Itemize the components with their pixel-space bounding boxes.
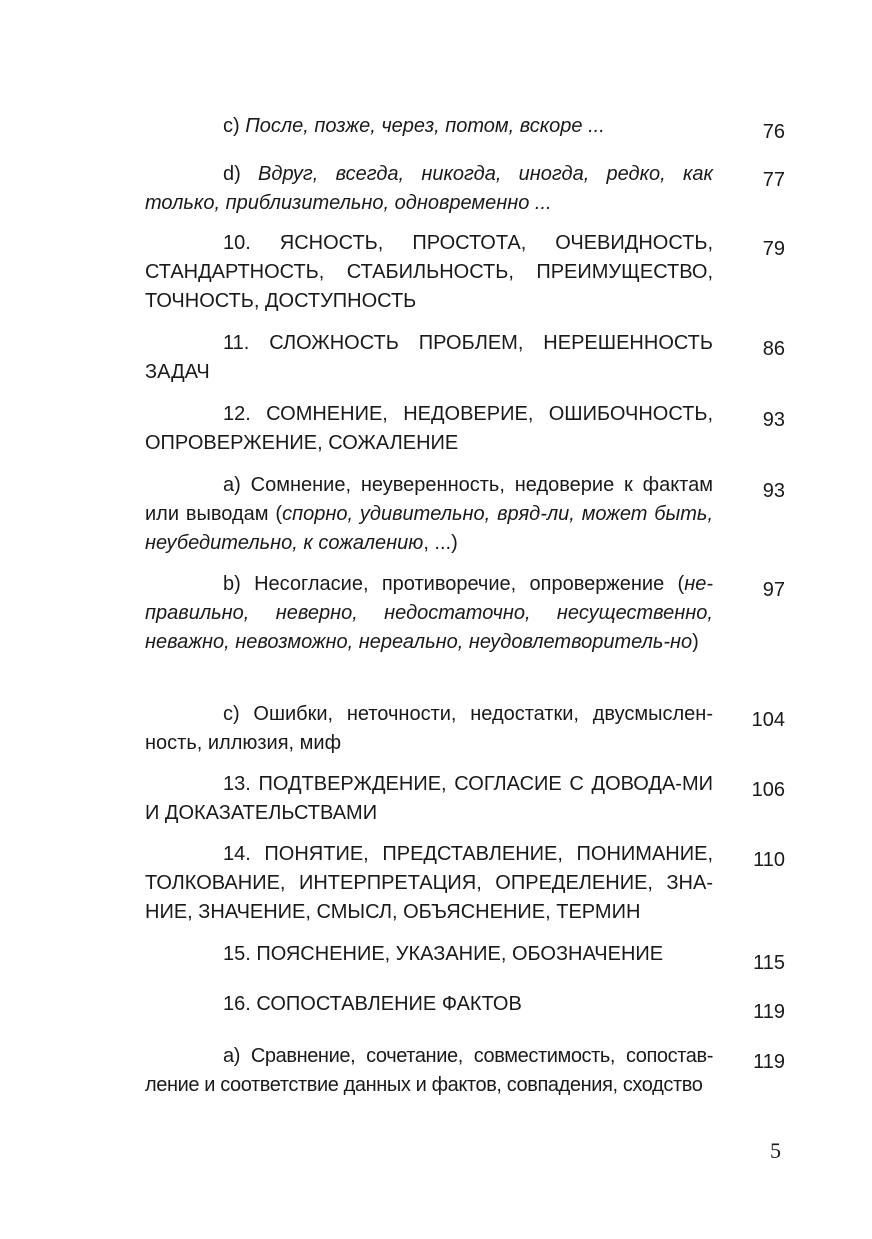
toc-page-number: 79 [762, 238, 785, 260]
toc-page-number: 97 [762, 579, 785, 601]
toc-entry [145, 570, 785, 657]
toc-entry-text: 10. ЯСНОСТЬ, ПРОСТОТА, ОЧЕВИДНОСТЬ, СТАНДАРТНОСТЬ, СТАБИЛЬНОСТЬ, ПРЕИМУЩЕСТВО, ТОЧНОСТЬ, ДОСТУПНОСТЬ [145, 232, 713, 312]
toc-entry [145, 400, 785, 458]
toc-page-number: 77 [762, 169, 785, 191]
toc-page-number: 93 [762, 409, 785, 431]
toc-entry-text: 14. ПОНЯТИЕ, ПРЕДСТАВЛЕНИЕ, ПОНИМАНИЕ, ТОЛКОВАНИЕ, ИНТЕРПРЕТАЦИЯ, ОПРЕДЕЛЕНИЕ, ЗНА-НИЕ, ЗНАЧЕНИЕ, СМЫСЛ, ОБЪЯСНЕНИЕ, ТЕРМИН [145, 843, 713, 923]
toc-entry-text: a) Сравнение, сочетание, совместимость, сопостав-ление и соответствие данных и фактов, совпадения, сходство [145, 1045, 713, 1096]
toc-entry-text: 16. СОПОСТАВЛЕНИЕ ФАКТОВ [223, 993, 522, 1015]
toc-entry-text: b) Несогласие, противоречие, опровержение (не-правильно, неверно, недостаточно, несущественно, неважно, невозможно, нереально, неудовлетворитель-но) [145, 573, 713, 653]
toc-entry-text: 15. ПОЯСНЕНИЕ, УКАЗАНИЕ, ОБОЗНАЧЕНИЕ [223, 943, 664, 965]
toc-entry [145, 112, 785, 141]
toc-entry-text: c) Ошибки, неточности, недостатки, двусмыслен-ность, иллюзия, миф [145, 703, 713, 754]
toc-entry [145, 940, 785, 974]
toc-page-number: 104 [751, 709, 785, 731]
toc-entry-text: a) Сомнение, неуверенность, недоверие к фактам или выводам (спорно, удивительно, вряд-ли, может быть, неубедительно, к сожалению, ...) [145, 474, 713, 554]
toc-entry-text: c) После, позже, через, потом, вскоре ... [223, 115, 605, 137]
toc-entry [145, 329, 785, 387]
toc-entry [145, 160, 785, 218]
toc-entry-text: d) Вдруг, всегда, никогда, иногда, редко, как только, приблизительно, одновременно ... [145, 163, 713, 214]
toc-entry [145, 471, 785, 558]
toc-entry [145, 990, 785, 1023]
toc-entry [145, 840, 785, 927]
page-number-folio: 5 [770, 1138, 781, 1163]
toc-entry-text: 11. СЛОЖНОСТЬ ПРОБЛЕМ, НЕРЕШЕННОСТЬ ЗАДАЧ [145, 332, 713, 383]
toc-entry [145, 229, 785, 316]
toc-page-number: 86 [762, 338, 785, 360]
toc-entry [145, 700, 785, 758]
toc-page-number: 115 [753, 952, 785, 974]
toc-page-number: 119 [753, 1051, 785, 1073]
toc-entry-text: 12. СОМНЕНИЕ, НЕДОВЕРИЕ, ОШИБОЧНОСТЬ, ОПРОВЕРЖЕНИЕ, СОЖАЛЕНИЕ [145, 403, 713, 454]
toc-entry [145, 1042, 785, 1100]
toc-page-number: 110 [753, 849, 785, 871]
toc-page-number: 106 [751, 779, 785, 801]
toc-page-number: 93 [762, 480, 785, 502]
toc-entry [145, 770, 785, 828]
toc-entry-text: 13. ПОДТВЕРЖДЕНИЕ, СОГЛАСИЕ С ДОВОДА-МИ И ДОКАЗАТЕЛЬСТВАМИ [145, 773, 713, 824]
toc-page-number: 119 [753, 1001, 785, 1023]
toc-page-number: 76 [762, 121, 785, 143]
